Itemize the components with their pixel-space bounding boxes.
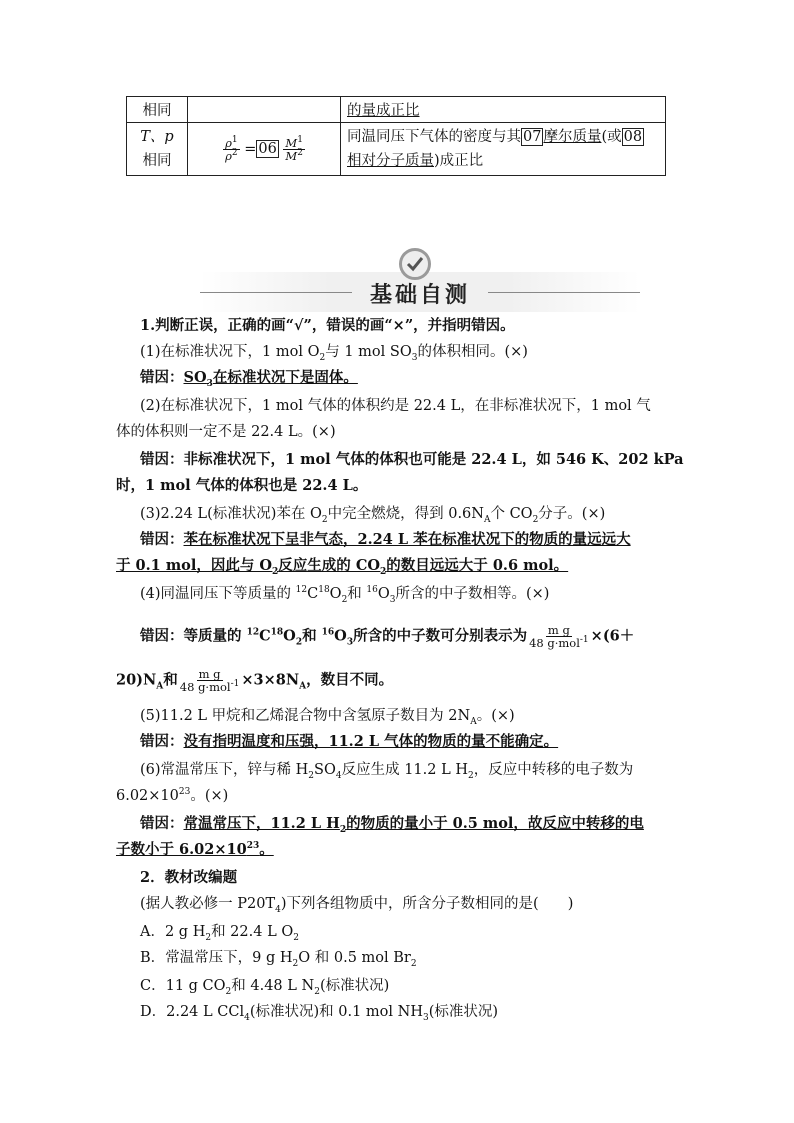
table-cell: 同温同压下气体的密度与其 07 摩尔质量(或 08 相对分子质量)成正比 — [341, 123, 666, 176]
table-cell — [127, 123, 188, 176]
cell-text: 的量成正比 — [347, 103, 420, 119]
option-b: B．常温常压下，9 g $H_2O$ 和 0.5 mol $Br_2$ — [140, 950, 417, 969]
question-2: 2．教材改编题 — [140, 869, 238, 886]
comparison-table — [126, 96, 666, 176]
question-2-stem: (据人教必修一 $P20T_4$)下列各组物质中，所含分子数相同的是( ) — [140, 896, 574, 915]
table-row — [127, 97, 666, 123]
statement-2: (2)在标准状况下，1 mol 气体的体积约是 22.4 L，在非标准状况下，1 mol 气 — [140, 398, 651, 414]
option-d: D．2.24 L CCl$_4$(标准状况)和 0.1 mol $NH_3$(标准状况) — [140, 1004, 499, 1023]
question-1: 1.判断正误，正确的画“√”，错误的画“×”，并指明错因。 — [140, 317, 515, 334]
error-reason-1: 错因：$SO_3$在标准状况下是固体。 — [140, 369, 358, 389]
table-cell — [341, 97, 666, 123]
statement-6: (6)常温常压下，锌与稀 $H_2SO_4$反应生成 11.2 L $H_2$，反应中转移的电子数为 — [140, 762, 634, 781]
fraction: $\frac{\text{m g}}{48 g\cdot mol^{-1}}$ — [529, 623, 589, 650]
error-reason-3-cont: 于 0.1 mol，因此与 $O_2$反应生成的 $CO_2$的数目远远大于 0.6 mol。 — [116, 557, 569, 577]
statement-1: (1)在标准状况下，1 mol $O_2$与 1 mol $SO_3$的体积相同。(×) — [140, 344, 528, 363]
answer-box-06: 06 — [258, 141, 277, 157]
density-ratio: $\frac{\rho^1}{\rho^2}$ — [225, 134, 238, 163]
section-title: 基础自测 — [369, 283, 470, 308]
statement-3: (3)2.24 L(标准状况)苯在 $O_2$中完全燃烧，得到 $0.6N_A$个 $CO_2$分子。(×) — [140, 506, 606, 525]
table-row — [127, 123, 666, 176]
formula-cell — [188, 123, 341, 176]
statement-6-cont: $6.02\times 10^{23}$。(×) — [116, 787, 229, 804]
error-reason-4-cont: $20)N_A$和 $\frac{\text{m g}}{48 g\cdot mol^{-1}}$ $\times 3\times 8N_A$，数目不同。 — [116, 667, 394, 694]
option-c: C．11 g $CO_2$和 4.48 L $N_2$(标准状况) — [140, 978, 390, 997]
table-cell — [188, 97, 341, 123]
error-reason-4: 错因：等质量的 $^{12}C^{18}O_2$和 $^{16}O_3$所含的中子数可分别表示为 $\frac{\text{m g}}{48 g\cdot mol^{-1}}$ ×(6＋ — [140, 623, 635, 650]
error-reason-2-cont: 时，1 mol 气体的体积也是 22.4 L。 — [116, 477, 368, 494]
condition-tp: T、p — [140, 129, 174, 145]
answer-box-07: 07 — [523, 129, 542, 145]
equals-sign: = — [244, 141, 257, 157]
table-cell: 相同 — [127, 97, 188, 123]
statement-5: (5)11.2 L 甲烷和乙烯混合物中含氢原子数目为 $2N_A$。(×) — [140, 708, 515, 727]
section-header — [200, 244, 640, 306]
statement-4: (4)同温同压下等质量的 $^{12}C^{18}O_2$和 $^{16}O_3$所含的中子数相等。(×) — [140, 585, 550, 605]
statement-2-cont: 体的体积则一定不是 22.4 L。(×) — [116, 424, 336, 440]
error-reason-3: 错因：苯在标准状况下呈非气态，2.24 L 苯在标准状况下的物质的量远远大 — [140, 531, 631, 548]
error-reason-6: 错因：常温常压下，11.2 L $H_2$的物质的量小于 0.5 mol，故反应中转移的电 — [140, 815, 644, 835]
error-reason-6-cont: 子数小于 $6.02\times 10^{23}$。 — [116, 841, 274, 858]
molar-mass-ratio: $\frac{M^1}{M^2}$ — [285, 134, 303, 163]
condition-same: 相同 — [142, 153, 172, 169]
error-reason-2: 错因：非标准状况下，1 mol 气体的体积也可能是 22.4 L，如 546 K、202 kPa — [140, 451, 684, 468]
error-reason-5: 错因：没有指明温度和压强，11.2 L 气体的物质的量不能确定。 — [140, 733, 559, 750]
option-a: A．2 g $H_2$和 22.4 L $O_2$ — [140, 924, 299, 943]
answer-box-08: 08 — [623, 129, 643, 145]
fraction: $\frac{\text{m g}}{48 g\cdot mol^{-1}}$ — [179, 667, 240, 694]
check-icon — [399, 248, 431, 280]
